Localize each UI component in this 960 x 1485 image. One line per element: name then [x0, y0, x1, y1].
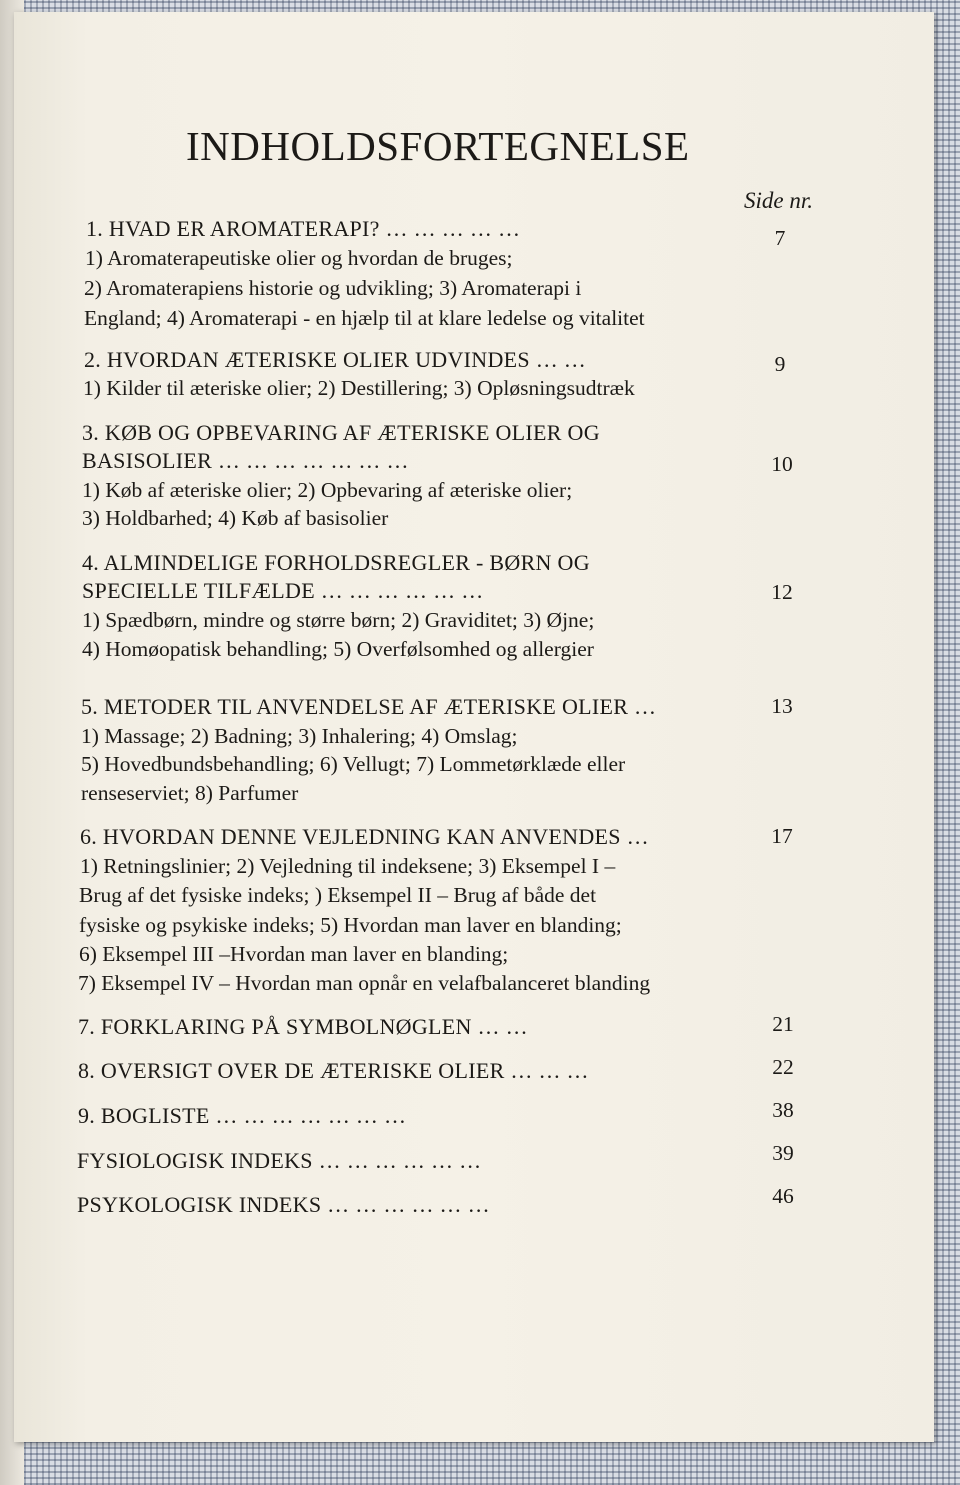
chapter-5-subline-2: 5) Hovedbundsbehandling; 6) Vellugt; 7) Lommetørklæde eller: [81, 752, 626, 776]
chapter-1-subline-1: 1) Aromaterapeutiske olier og hvordan de bruges;: [85, 246, 513, 270]
chapter-6-page-number: 17: [771, 824, 793, 848]
chapter-5-subline-3: renseserviet; 8) Parfumer: [81, 781, 299, 805]
physiological-index-heading: FYSIOLOGISK INDEKS … … … … … …: [77, 1148, 482, 1173]
chapter-2-subline-1: 1) Kilder til æteriske olier; 2) Destillering; 3) Opløsningsudtræk: [83, 376, 635, 400]
page-title: INDHOLDSFORTEGNELSE: [186, 123, 690, 169]
psychological-index-page-number: 46: [772, 1184, 794, 1208]
physiological-index-page-number: 39: [772, 1141, 794, 1165]
chapter-4-heading-line-1: 4. ALMINDELIGE FORHOLDSREGLER - BØRN OG: [82, 550, 590, 575]
chapter-8-heading: 8. OVERSIGT OVER DE ÆTERISKE OLIER … … …: [78, 1058, 589, 1083]
chapter-3-subline-1: 1) Køb af æteriske olier; 2) Opbevaring af æteriske olier;: [82, 478, 573, 502]
chapter-8-page-number: 22: [772, 1055, 794, 1079]
chapter-3-heading-line-2: BASISOLIER … … … … … … …: [82, 448, 409, 473]
chapter-7-heading: 7. FORKLARING PÅ SYMBOLNØGLEN … …: [78, 1014, 528, 1039]
chapter-6-subline-4: 6) Eksempel III –Hvordan man laver en blanding;: [79, 942, 509, 966]
psychological-index-heading: PSYKOLOGISK INDEKS … … … … … …: [77, 1192, 490, 1217]
chapter-1-subline-2: 2) Aromaterapiens historie og udvikling; 3) Aromaterapi i: [84, 276, 582, 300]
chapter-6-subline-2: Brug af det fysiske indeks; ) Eksempel II – Brug af både det: [79, 883, 597, 907]
chapter-6-subline-5: 7) Eksempel IV – Hvordan man opnår en velafbalanceret blanding: [78, 971, 651, 995]
chapter-3-subline-2: 3) Holdbarhed; 4) Køb af basisolier: [82, 506, 389, 530]
chapter-6-subline-3: fysiske og psykiske indeks; 5) Hvordan man laver en blanding;: [79, 913, 622, 937]
chapter-5-heading: 5. METODER TIL ANVENDELSE AF ÆTERISKE OLIER …: [81, 694, 657, 719]
chapter-3-heading-line-1: 3. KØB OG OPBEVARING AF ÆTERISKE OLIER OG: [82, 420, 600, 445]
chapter-4-page-number: 12: [771, 580, 793, 604]
chapter-4-subline-1: 1) Spædbørn, mindre og større børn; 2) Graviditet; 3) Øjne;: [82, 608, 595, 632]
chapter-2-page-number: 9: [774, 352, 786, 376]
chapter-1-heading: 1. HVAD ER AROMATERAPI? … … … … …: [86, 216, 521, 241]
chapter-6-subline-1: 1) Retningslinier; 2) Vejledning til indeksene; 3) Eksempel I –: [80, 854, 616, 878]
chapter-3-page-number: 10: [771, 452, 793, 476]
chapter-6-heading: 6. HVORDAN DENNE VEJLEDNING KAN ANVENDES …: [80, 824, 649, 849]
chapter-1-subline-3: England; 4) Aromaterapi - en hjælp til at klare ledelse og vitalitet: [84, 306, 645, 330]
chapter-2-heading: 2. HVORDAN ÆTERISKE OLIER UDVINDES … …: [84, 347, 587, 372]
chapter-4-subline-2: 4) Homøopatisk behandling; 5) Overfølsomhed og allergier: [82, 637, 594, 661]
chapter-5-page-number: 13: [771, 694, 793, 718]
page-number-column-label: Side nr.: [744, 188, 813, 213]
chapter-5-subline-1: 1) Massage; 2) Badning; 3) Inhalering; 4) Omslag;: [81, 724, 518, 748]
chapter-9-page-number: 38: [772, 1098, 794, 1122]
chapter-7-page-number: 21: [772, 1012, 794, 1036]
chapter-1-page-number: 7: [774, 226, 786, 250]
chapter-4-heading-line-2: SPECIELLE TILFÆLDE … … … … … …: [82, 578, 484, 603]
chapter-9-heading: 9. BOGLISTE … … … … … … …: [78, 1103, 407, 1128]
